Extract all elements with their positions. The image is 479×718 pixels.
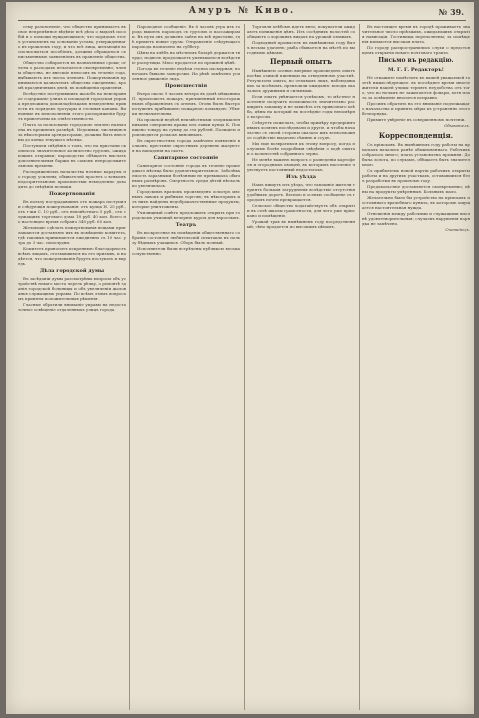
letter-signature: Обыватель. bbox=[444, 123, 470, 128]
correspondent-signature: Очевидецъ. bbox=[445, 227, 470, 232]
article-paragraph: Торговля хлѣбомъ идетъ вяло; покупатели ожидаютъ пониженія цѣнъ. Изъ сосѣднихъ волостей сообщаютъ о хорошихъ видахъ на урожай озимыхъ. bbox=[247, 24, 355, 39]
columns bbox=[18, 24, 470, 710]
article-paragraph: Поступили свѣдѣнія о томъ, что на пристани скопилось значительное количество грузовъ, ожидающихъ отправки; пароходство обѣщаетъ выслать дополнительныя баржи въ самомъ непродолжительномъ времени. bbox=[18, 143, 126, 168]
section-heading: Первый опытъ bbox=[270, 57, 332, 66]
article-paragraph: Желательно было бы устройство на пріискахъ постояннаго врачебнаго пункта, въ которомъ ощущается настоятельная нужда. bbox=[362, 195, 470, 210]
article-paragraph: Исполнители были встрѣчены публикою весьма сочувственно. bbox=[132, 246, 240, 256]
column-3 bbox=[247, 24, 355, 710]
article-paragraph: Съ пріисковъ. Въ нынѣшнемъ году работы на пріискахъ начались ранѣе обыкновеннаго. Рабочихъ собралось много; плата установлена прежняя. Добыча золота, по слухамъ, обѣщаетъ быть значительною. bbox=[362, 142, 470, 167]
article-paragraph: Если опытъ увѣнчается успѣхомъ, то мѣстное населеніе получитъ возможность значительно расширить запашку и не зависѣть отъ привознаго хлѣба, цѣны на который въ послѣдніе годы непомѣрно возросли. bbox=[247, 94, 355, 119]
article-paragraph: Сельское общество ходатайствуетъ объ открытіи въ селѣ школы грамотности, для чего уже пріискано и помѣщеніе. bbox=[247, 203, 355, 218]
article-paragraph: Слѣдуетъ пожелать, чтобы примѣру предпріимчивыхъ хозяевъ послѣдовали и другіе, и чтобы начальство съ своей стороны оказало имъ всевозможное содѣйствіе выдачею сѣмянъ и ссудъ. bbox=[247, 120, 355, 140]
article-paragraph: Въ воскресенье въ помѣщеніи общественнаго собранія состоялся любительскій спектакль въ пользу бѣдныхъ учащихся. Сборъ былъ полный. bbox=[132, 230, 240, 245]
article-paragraph: Санитарное состояніе города въ теченіе прошедшаго мѣсяца было удовлетворительное. Заболѣваемость заразными болѣзнями не превышала обычныхъ размѣровъ. Смертность среди дѣтей нѣсколько увеличилась. bbox=[132, 163, 240, 188]
article-paragraph: Мы еще возвратимся къ этому вопросу, когда получимъ болѣе подробныя свѣдѣнія о ходѣ опыта и о количествѣ собраннаго зерна. bbox=[247, 141, 355, 156]
article-paragraph: Не менѣе важенъ вопросъ о разведеніи картофеля и огородныхъ овощей, въ которыхъ населеніе чувствуетъ постоянный недостатокъ. bbox=[247, 157, 355, 172]
section-heading: Пожертвованія bbox=[49, 191, 95, 197]
article-paragraph: Отношенія между рабочими и служащими вполнѣ удовлетворительныя; случаевъ нарушенія порядка не замѣчено. bbox=[362, 211, 470, 226]
article-paragraph: Съ прибытіемъ новой партіи рабочихъ открыты работы и на другихъ участкахъ, остававшихся безъ разработки въ прошломъ году. bbox=[362, 168, 470, 183]
column-divider bbox=[244, 24, 245, 710]
article-paragraph: Подводный промыселъ въ нынѣшнемъ году былъ весьма удаченъ; рыба сбывается на мѣстѣ по выгоднымъ цѣнамъ. bbox=[247, 40, 355, 55]
section-heading: Корреспонденція. bbox=[378, 131, 454, 140]
column-4 bbox=[362, 24, 470, 710]
article-paragraph: Комитетъ приноситъ искреннюю благодарность всѣмъ лицамъ, отозвавшимся на его призывъ, и надѣется, что пожертвованія будутъ поступать и впредь. bbox=[18, 246, 126, 266]
section-heading: Санитарное состояніе bbox=[153, 155, 219, 161]
article-paragraph: Погода въ теченіе недѣли стояла пасмурная; по ночамъ бывали заморозки. На рѣкѣ замѣчено усиленное движеніе льда. bbox=[132, 66, 240, 81]
letter-salutation: М. Г. Г. Редакторъ! bbox=[388, 67, 444, 73]
newspaper-title: Амуръ № Киво. bbox=[188, 6, 296, 16]
section-heading: Изъ уѣзда bbox=[286, 174, 316, 180]
article-paragraph: На прошлой недѣлѣ неизвѣстными злоумышленниками совершена кража изъ лавки купца К. Похищено товару на сумму до ста рублей. Полиціею производится розыскъ виновныхъ. bbox=[132, 117, 240, 137]
article-paragraph: Просимъ обратить на это вниманіе подлежащаго начальства и принять мѣры къ устраненію этого безпорядка. bbox=[362, 101, 470, 116]
article-paragraph: Распоряженіемъ начальства ночные караулы по городу усилены; обывателей просятъ о всякомъ подозрительномъ происшествіи немедленно доводить до свѣдѣнія полиціи. bbox=[18, 169, 126, 189]
section-heading: Театръ bbox=[175, 222, 197, 228]
article-paragraph: Пароходное сообщеніе. Въ 6 часовъ утра изъ города вышелъ пароходъ съ грузомъ и пассажирами. Въ пути онъ долженъ зайти на всѣ пристани, гдѣ приметъ новые грузы. Отправленіе слѣдующаго парохода назначено на субботу. bbox=[132, 24, 240, 49]
newspaper-page bbox=[6, 2, 474, 714]
article-paragraph: сему разъясненіе, что общество принимаетъ въ свое непремѣнное вѣдѣніе всѣ дѣла о выдачѣ пособій и о помощи нуждающимся; что порядокъ этотъ установленъ на основаніи устава, утвержденнаго въ прошломъ году, и что всѣ лица, желающія воспользоваться пособіемъ, должны обращаться съ письменнымъ заявленіемъ въ правленіе общества. bbox=[18, 24, 126, 59]
article-paragraph: Общество собирается въ назначенные сроки; отчеты о расходахъ печатаются своевременно; члены общества, не внесшіе взносовъ въ теченіе года, выбываютъ изъ числа членовъ. Пожертвованія принимаются казначеемъ общества ежедневно, кромѣ праздничныхъ дней, въ помѣщеніи правленія. bbox=[18, 60, 126, 90]
article-paragraph: Въ настоящее время въ городѣ проживаетъ значительное число пріѣзжихъ, ожидающихъ открытія навигаціи. Гостиницы переполнены; за помѣщенія взимается высокая плата. bbox=[362, 24, 470, 44]
article-paragraph: Продовольствіе доставляется своевременно; цѣны на продукты умѣренныя. Больныхъ мало. bbox=[362, 184, 470, 194]
article-paragraph: Городскимъ врачомъ произведенъ осмотръ мясныхъ лавокъ и рыбныхъ торговъ; въ нѣкоторыхъ изъ нихъ найдены недоброкачественные продукты, которые уничтожены. bbox=[132, 189, 240, 209]
article-paragraph: Въ пользу пострадавшихъ отъ пожара поступили слѣдующія пожертвованія: отъ купца Н. 25 руб., отъ г-жи С. 10 руб., отъ неизвѣстнаго 5 руб., отъ служащихъ торговаго дома 18 руб. 40 коп. Всего по настоящее время собрано 348 руб. 65 коп. bbox=[18, 199, 126, 224]
article-paragraph: Примите увѣреніе въ совершенномъ почтеніи. bbox=[367, 117, 466, 122]
section-heading: Происшествія bbox=[164, 83, 208, 89]
article-paragraph: Вслѣдствіе поступившихъ жалобъ на неисправное содержаніе улицъ и площадей городская управа предложила домовладѣльцамъ немедленно привести въ порядокъ тротуары и сточныя канавы. Виновные въ неисполненіи этого распоряженія будутъ привлечены къ отвѣтственности. bbox=[18, 91, 126, 121]
article-paragraph: Нынѣшнею осенью впервые произведенъ опытъ посѣва озимой пшеницы на отведенномъ участкѣ. Результаты опыта, по отзывамъ лицъ, наблюдавшихъ за посѣвомъ, превзошли ожиданія: всходы оказались дружными и сильными. bbox=[247, 68, 355, 93]
article-paragraph: Намъ пишутъ изъ уѣзда, что тамошніе жители терпятъ большія затрудненія вслѣдствіе отсутствія удобныхъ дорогъ. Весною и осенью сообщеніе съ городомъ почти прекращается. bbox=[247, 182, 355, 202]
article-paragraph: Не откажите помѣстить въ вашей уважаемой газетѣ нижеслѣдующее: въ послѣднее время многіе жители нашей улицы терпятъ неудобства отъ того, что по ночамъ не зажигаются фонари, хотя плата за освѣщеніе вносится исправно. bbox=[362, 75, 470, 100]
article-paragraph: Училищный совѣтъ предложилъ открыть при городскомъ училищѣ вечерніе курсы для взрослыхъ. bbox=[132, 210, 240, 220]
section-heading: Дѣла городской думы bbox=[39, 268, 105, 274]
article-paragraph: Гласные обратили вниманіе управы на недостаточное освѣщеніе отдаленныхъ улицъ города. bbox=[18, 302, 126, 312]
article-paragraph: По городу распространились слухи о предстоящемъ открытіи новаго почтоваго тракта. bbox=[362, 45, 470, 55]
article-paragraph: Въ окрестностяхъ города замѣчено появленіе волковъ; крестьяне окрестныхъ деревень жалуются на нападенія на скотъ. bbox=[132, 138, 240, 153]
column-2 bbox=[132, 24, 240, 710]
column-1 bbox=[18, 24, 126, 710]
section-heading: Письмо въ редакцію. bbox=[378, 57, 454, 64]
column-divider bbox=[359, 24, 360, 710]
article-paragraph: Плата за пользованіе городскою землею назначена въ прежнемъ размѣрѣ. Недоимки, числящіяся за нѣкоторыми арендаторами, должны быть внесены до конца текущаго мѣсяца. bbox=[18, 122, 126, 142]
article-paragraph: Въ засѣданіи думы разсмотрѣны вопросы объ устройствѣ новаго моста черезъ рѣчку, о ремонтѣ зданія городской больницы и объ увеличеніи жалованья служащимъ управы. По всѣмъ этимъ вопросамъ приняты положительныя рѣшенія. bbox=[18, 276, 126, 301]
article-paragraph: Желающіе сдѣлать пожертвованія вещами приглашаются доставлять ихъ въ помѣщеніе комитета, гдѣ таковыя принимаются ежедневно съ 10 час. утра до 3 час. пополудни. bbox=[18, 225, 126, 245]
issue-number: № 39. bbox=[438, 7, 464, 17]
article-paragraph: Урожай трав въ нынѣшнемъ году посредственный; сѣно продается по высокимъ цѣнамъ. bbox=[247, 219, 355, 229]
column-divider bbox=[129, 24, 130, 710]
article-paragraph: Вчера около 9 часовъ вечера въ домѣ мѣщанина П. произошелъ пожаръ, причиненный неосторожнымъ обращеніемъ съ огнемъ. Огонь былъ быстро потушенъ прибывшею пожарною командою. Убытки незначительны. bbox=[132, 91, 240, 116]
header-rule bbox=[18, 20, 466, 21]
article-paragraph: Цѣны на хлѣбъ на мѣстномъ базарѣ держатся твердо; подвозъ продолжаетъ уменьшаться вслѣдствіе распутицы. Мясо продается по прежней цѣнѣ. bbox=[132, 50, 240, 65]
page-header bbox=[20, 6, 464, 20]
